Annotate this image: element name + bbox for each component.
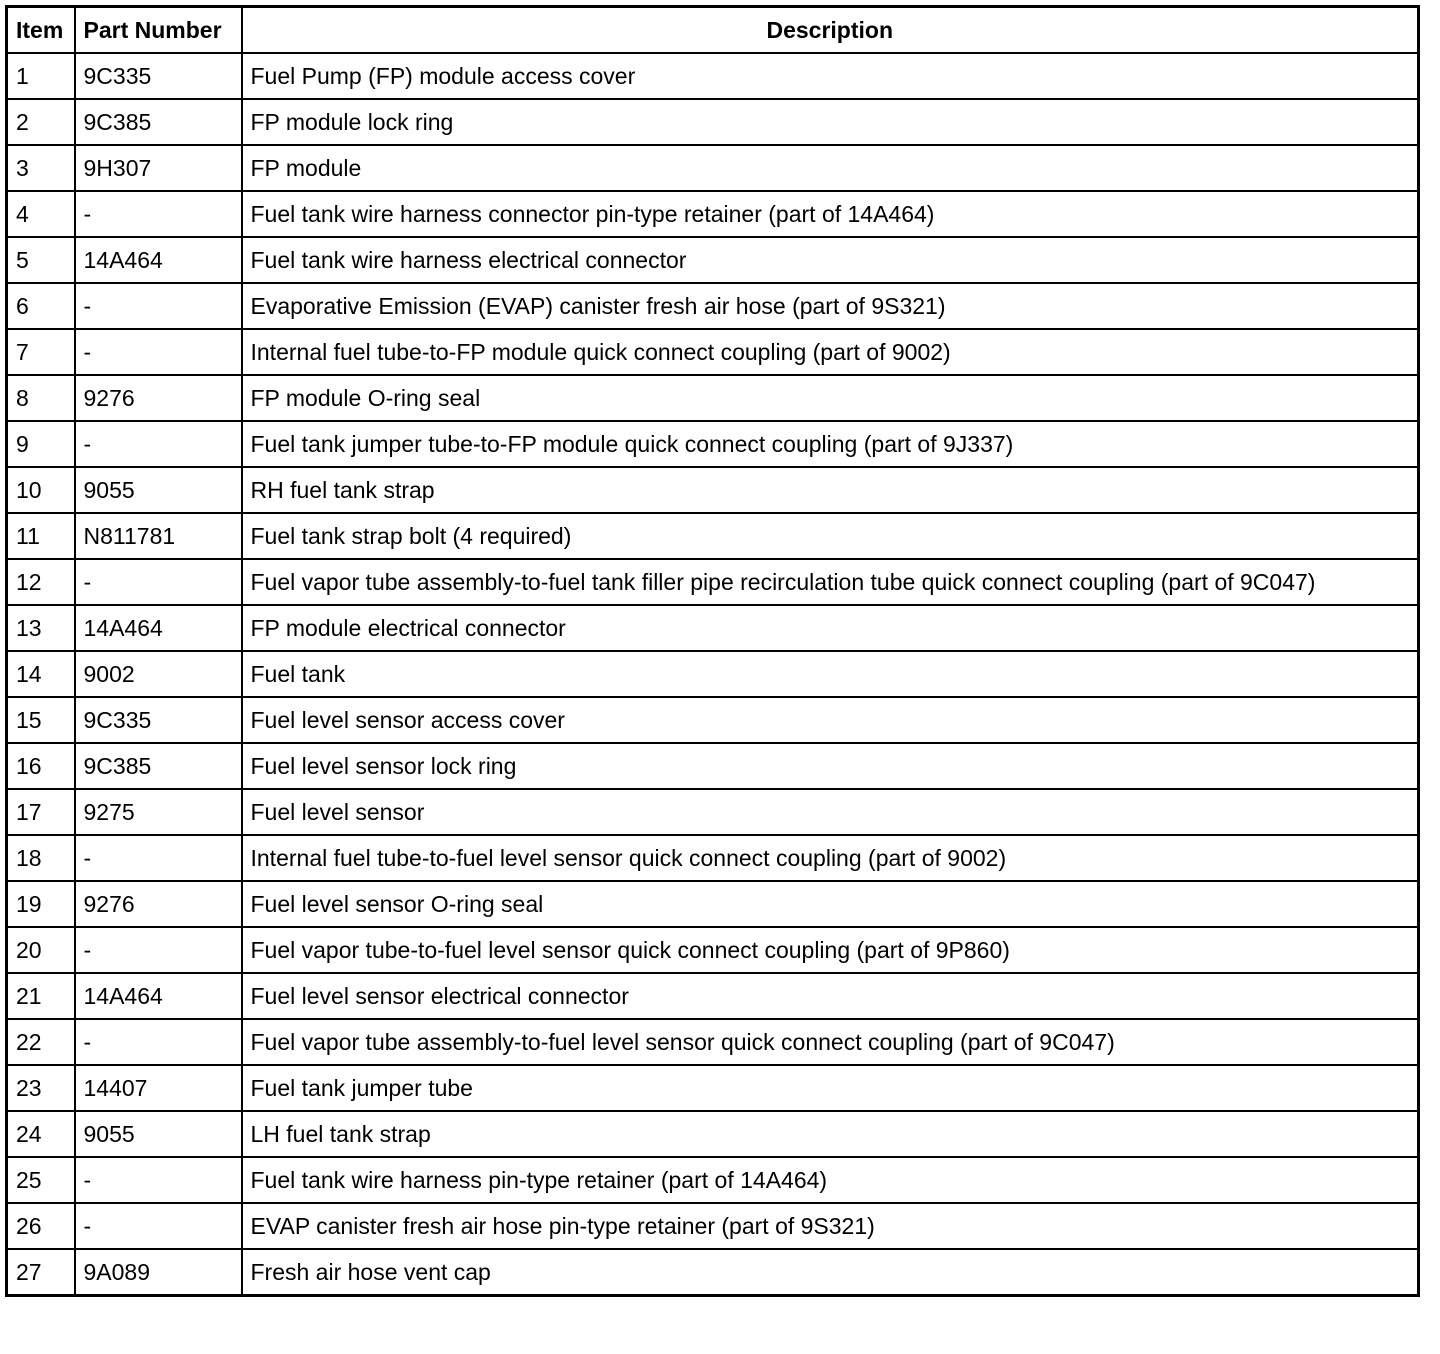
cell-item: 7 xyxy=(7,329,75,375)
table-body xyxy=(7,53,1419,1296)
table-row xyxy=(7,743,1419,789)
table-header-row xyxy=(7,7,1419,54)
table-row xyxy=(7,973,1419,1019)
cell-part-number: 9C335 xyxy=(75,697,242,743)
cell-description: EVAP canister fresh air hose pin-type retainer (part of 9S321) xyxy=(242,1203,1419,1249)
table-row xyxy=(7,1065,1419,1111)
cell-description: Fuel tank xyxy=(242,651,1419,697)
cell-item: 23 xyxy=(7,1065,75,1111)
table-row xyxy=(7,467,1419,513)
cell-description: LH fuel tank strap xyxy=(242,1111,1419,1157)
table-row xyxy=(7,99,1419,145)
cell-item: 14 xyxy=(7,651,75,697)
table-row xyxy=(7,651,1419,697)
table-row xyxy=(7,283,1419,329)
table-row xyxy=(7,421,1419,467)
cell-item: 9 xyxy=(7,421,75,467)
table-row xyxy=(7,789,1419,835)
cell-description: FP module lock ring xyxy=(242,99,1419,145)
cell-item: 8 xyxy=(7,375,75,421)
cell-item: 26 xyxy=(7,1203,75,1249)
column-header-description: Description xyxy=(242,7,1419,54)
cell-description: Evaporative Emission (EVAP) canister fresh air hose (part of 9S321) xyxy=(242,283,1419,329)
table-row xyxy=(7,605,1419,651)
cell-description: Fuel tank jumper tube xyxy=(242,1065,1419,1111)
cell-item: 6 xyxy=(7,283,75,329)
cell-part-number: - xyxy=(75,329,242,375)
cell-item: 10 xyxy=(7,467,75,513)
table-row xyxy=(7,1111,1419,1157)
cell-part-number: - xyxy=(75,421,242,467)
cell-description: Fuel vapor tube-to-fuel level sensor quick connect coupling (part of 9P860) xyxy=(242,927,1419,973)
cell-part-number: - xyxy=(75,191,242,237)
cell-description: Fuel Pump (FP) module access cover xyxy=(242,53,1419,99)
cell-description: Internal fuel tube-to-FP module quick connect coupling (part of 9002) xyxy=(242,329,1419,375)
cell-part-number: 9H307 xyxy=(75,145,242,191)
cell-item: 25 xyxy=(7,1157,75,1203)
cell-description: Fuel tank wire harness electrical connector xyxy=(242,237,1419,283)
cell-item: 22 xyxy=(7,1019,75,1065)
cell-part-number: - xyxy=(75,283,242,329)
cell-part-number: 9A089 xyxy=(75,1249,242,1296)
cell-item: 24 xyxy=(7,1111,75,1157)
cell-item: 3 xyxy=(7,145,75,191)
table-row xyxy=(7,329,1419,375)
cell-item: 17 xyxy=(7,789,75,835)
cell-item: 16 xyxy=(7,743,75,789)
cell-item: 21 xyxy=(7,973,75,1019)
cell-item: 18 xyxy=(7,835,75,881)
cell-description: FP module electrical connector xyxy=(242,605,1419,651)
cell-description: Fresh air hose vent cap xyxy=(242,1249,1419,1296)
table-row xyxy=(7,1019,1419,1065)
cell-item: 4 xyxy=(7,191,75,237)
cell-part-number: - xyxy=(75,559,242,605)
table-row xyxy=(7,53,1419,99)
cell-part-number: 9C335 xyxy=(75,53,242,99)
table-row xyxy=(7,559,1419,605)
cell-description: FP module O-ring seal xyxy=(242,375,1419,421)
table-row xyxy=(7,1203,1419,1249)
cell-item: 5 xyxy=(7,237,75,283)
parts-table xyxy=(5,5,1420,1297)
cell-description: Fuel tank wire harness pin-type retainer (part of 14A464) xyxy=(242,1157,1419,1203)
cell-part-number: 9C385 xyxy=(75,99,242,145)
cell-item: 11 xyxy=(7,513,75,559)
cell-part-number: 9002 xyxy=(75,651,242,697)
cell-part-number: 9055 xyxy=(75,1111,242,1157)
cell-description: Fuel vapor tube assembly-to-fuel level sensor quick connect coupling (part of 9C047) xyxy=(242,1019,1419,1065)
column-header-part-number: Part Number xyxy=(75,7,242,54)
table-row xyxy=(7,513,1419,559)
cell-part-number: 14A464 xyxy=(75,237,242,283)
cell-part-number: - xyxy=(75,835,242,881)
cell-item: 27 xyxy=(7,1249,75,1296)
cell-part-number: 9055 xyxy=(75,467,242,513)
table-row xyxy=(7,237,1419,283)
cell-item: 1 xyxy=(7,53,75,99)
cell-part-number: - xyxy=(75,1203,242,1249)
cell-item: 15 xyxy=(7,697,75,743)
cell-item: 19 xyxy=(7,881,75,927)
table-row xyxy=(7,927,1419,973)
cell-part-number: 9276 xyxy=(75,375,242,421)
cell-description: Fuel level sensor electrical connector xyxy=(242,973,1419,1019)
cell-part-number: 9C385 xyxy=(75,743,242,789)
cell-description: Fuel level sensor access cover xyxy=(242,697,1419,743)
cell-description: Fuel tank strap bolt (4 required) xyxy=(242,513,1419,559)
cell-part-number: 9275 xyxy=(75,789,242,835)
cell-description: RH fuel tank strap xyxy=(242,467,1419,513)
cell-item: 20 xyxy=(7,927,75,973)
table-row xyxy=(7,835,1419,881)
table-row xyxy=(7,1157,1419,1203)
cell-part-number: 9276 xyxy=(75,881,242,927)
cell-description: Internal fuel tube-to-fuel level sensor quick connect coupling (part of 9002) xyxy=(242,835,1419,881)
cell-part-number: 14A464 xyxy=(75,605,242,651)
table-row xyxy=(7,191,1419,237)
cell-description: Fuel level sensor O-ring seal xyxy=(242,881,1419,927)
cell-description: Fuel tank wire harness connector pin-type retainer (part of 14A464) xyxy=(242,191,1419,237)
cell-description: FP module xyxy=(242,145,1419,191)
cell-description: Fuel tank jumper tube-to-FP module quick connect coupling (part of 9J337) xyxy=(242,421,1419,467)
table-row xyxy=(7,881,1419,927)
cell-item: 12 xyxy=(7,559,75,605)
cell-part-number: N811781 xyxy=(75,513,242,559)
cell-item: 2 xyxy=(7,99,75,145)
cell-description: Fuel vapor tube assembly-to-fuel tank filler pipe recirculation tube quick connect coupling (part of 9C047) xyxy=(242,559,1419,605)
cell-item: 13 xyxy=(7,605,75,651)
cell-part-number: - xyxy=(75,1157,242,1203)
table-row xyxy=(7,1249,1419,1296)
column-header-item: Item xyxy=(7,7,75,54)
cell-part-number: 14A464 xyxy=(75,973,242,1019)
table-row xyxy=(7,697,1419,743)
cell-part-number: - xyxy=(75,927,242,973)
table-row xyxy=(7,145,1419,191)
cell-description: Fuel level sensor xyxy=(242,789,1419,835)
cell-part-number: 14407 xyxy=(75,1065,242,1111)
table-row xyxy=(7,375,1419,421)
cell-part-number: - xyxy=(75,1019,242,1065)
cell-description: Fuel level sensor lock ring xyxy=(242,743,1419,789)
